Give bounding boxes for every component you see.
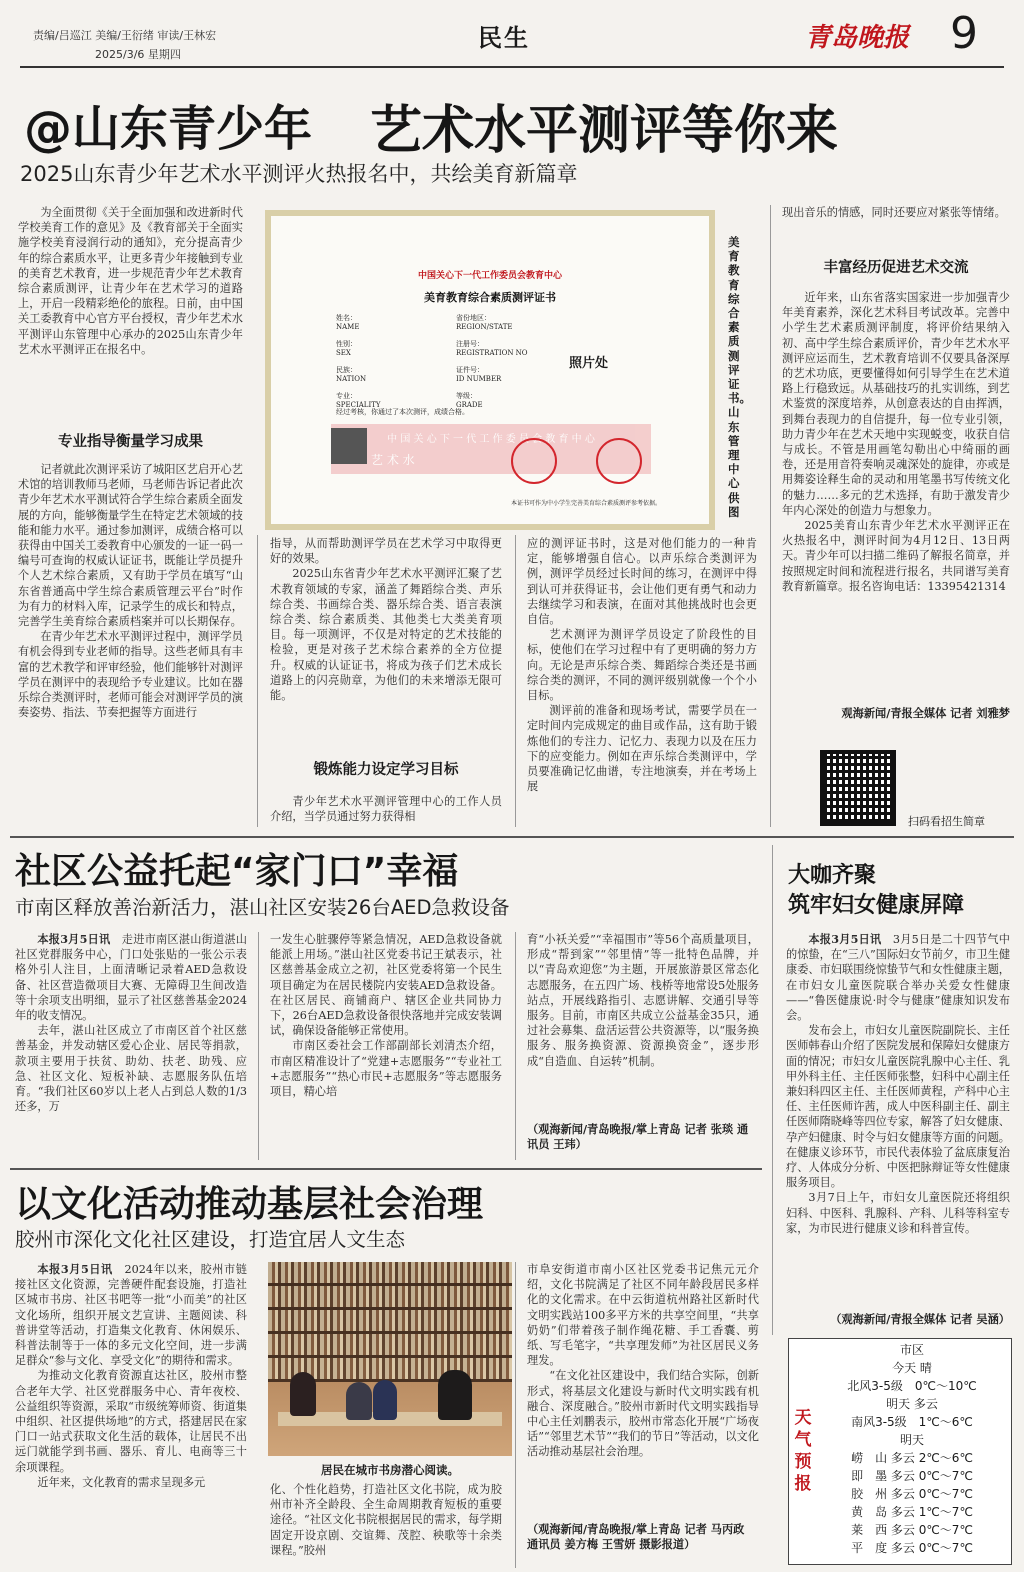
certificate-watermark-band: 中 国 关 心 下 一 代 工 作 委 员 会 教 育 中 心 艺 术 水	[331, 424, 651, 474]
art-column-4-start: 现出音乐的情感，同时还要应对紧张等情绪。	[782, 206, 1006, 219]
culture-subheadline: 胶州市深化文化社区建设，打造宜居人文生态	[15, 1228, 406, 1251]
health-headline-2: 筑牢妇女健康屏障	[788, 893, 965, 918]
weather-row: 南风3-5级 1℃～6℃	[851, 1415, 973, 1429]
culture-byline: （观海新闻/青岛晚报/掌上青岛 记者 马丙政 通讯员 姜方梅 王雪妍 摄影报道）	[527, 1522, 745, 1551]
certificate-fields-left: 姓名： NAME 性别： SEX 民族： NATION 专业： SPECIALITY	[336, 314, 381, 409]
art-subhead-2: 锻炼能力设定学习目标	[313, 762, 459, 778]
culture-column-3: 市阜安街道市南小区社区党委书记焦元元介绍，文化书院满足了社区不同年龄段居民多样化的文化需求。在中云街道杭州路社区新时代文明实践站100多平方米的共享空间里，“共享奶奶”们带着孩子制作绳花糖、手工香囊、剪纸、写毛笔字，“共享理发师”为社区居民义务理发。 “在文化社区建设中，我们结合实际，创新形式，将基层文化建设与新时代文明实践有机融合、深度融合。”胶州市新时代文明实践指导中心主任刘鹏表示，胶州市常态化开展“广场夜话”“邻里艺术节”“我们的节日”等活动，以文化活动推动基层社会治理。	[527, 1263, 759, 1459]
newspaper-logo: 青岛晚报	[805, 23, 910, 53]
weather-tag: 天气预报	[794, 1408, 812, 1494]
art-subheadline: 2025山东青少年艺术水平测评火热报名中，共绘美育新篇章	[20, 162, 578, 186]
art-headline-right: 艺术水平测评等你来	[370, 101, 839, 161]
art-subhead-3: 丰富经历促进艺术交流	[823, 260, 969, 276]
weather-row: 平 度 多云 0℃～7℃	[851, 1541, 973, 1555]
qr-caption: 扫码看招生简章	[908, 815, 985, 828]
weather-row: 莱 西 多云 0℃～7℃	[851, 1523, 973, 1537]
certificate-statement: 经过考核，你通过了本次测评，成绩合格。	[336, 408, 469, 416]
certificate-org: 中国关心下一代工作委员会教育中心	[417, 271, 562, 281]
signup-qr-code[interactable]	[820, 750, 896, 826]
certificate-photo	[265, 210, 715, 530]
art-column-2-end: 青少年艺术水平测评管理中心的工作人员介绍，当学员通过努力获得相	[270, 795, 502, 824]
culture-column-2: 化、个性化趋势，打造社区文化书院，成为胶州市补齐全龄段、全生命周期教育短板的重要途径。“社区文化书院根据居民的需求，每学期固定开设京剧、交谊舞、茂腔、秧歌等十余类课程。”胶州	[270, 1483, 502, 1557]
certificate-seal-icon	[511, 438, 557, 484]
culture-column-1: 本报3月5日讯 2024年以来，胶州市链接社区文化资源，完善硬件配套设施，打造社区城市书房、社区书吧等一批“小而美”的社区文化场所，组织开展文艺宣讲、主题阅读、科普讲堂等活动，打造集文化教育、休闲娱乐、科普法制等于一体的多元文化空间，进一步满足群众“参与文化、享受文化”的期待和需求。 为推动文化教育资源直达社区，胶州市整合老年大学、社区党群服务中心、青年夜校、公益组织等资源，采取“市级统筹师资、街道集中组织、社区提供场地”的方式，搭建居民在家门口一站式获取文化生活的载体，让居民不出远门就能学到书画、器乐、育儿、电商等三十余项课程。 近年来，文化教育的需求呈现多元	[15, 1262, 247, 1489]
weather-forecast-box	[788, 1338, 1012, 1565]
editor-credits: 责编/吕巡江 美编/王衍绪 审读/王林宏	[33, 29, 217, 42]
weather-row: 崂 山 多云 2℃～6℃	[851, 1451, 973, 1465]
health-byline: （观海新闻/青报全媒体 记者 吴涵）	[830, 1312, 1010, 1326]
certificate-fields-right: 省份地区： REGION/STATE 注册号： REGISTRATION NO 证件号： ID NUMBER 等级： GRADE	[456, 314, 528, 409]
certificate-qr-icon	[331, 428, 367, 464]
certificate-seal-icon-2	[596, 438, 642, 484]
certificate-photo-slot: 照片处	[569, 356, 609, 371]
library-reading-photo	[268, 1262, 512, 1456]
art-byline: 观海新闻/青报全媒体 记者 刘雅梦	[841, 706, 1010, 720]
weather-row: 今天 晴	[892, 1361, 932, 1375]
weather-rows	[817, 1341, 1007, 1557]
weather-row: 明天 多云	[886, 1397, 938, 1411]
certificate-footer: 本证书可作为中小学生完善美育综合素质测评参考依据。	[511, 500, 662, 507]
weather-row: 市区	[899, 1343, 924, 1357]
issue-date: 2025/3/6 星期四	[95, 48, 181, 61]
weather-row: 即 墨 多云 0℃～7℃	[851, 1469, 973, 1483]
art-subhead-1: 专业指导衡量学习成果	[58, 434, 203, 450]
art-headline-left: @山东青少年	[24, 101, 313, 157]
weather-row: 明天	[899, 1433, 924, 1447]
library-photo-caption: 居民在城市书房潜心阅读。	[321, 1463, 459, 1477]
weather-row: 北风3-5级 0℃～10℃	[847, 1379, 977, 1393]
weather-row: 胶 州 多云 0℃～7℃	[851, 1487, 973, 1501]
weather-row: 黄 岛 多云 1℃～7℃	[851, 1505, 973, 1519]
certificate-title: 美育教育综合素质测评证书	[424, 291, 556, 304]
art-column-4: 近年来，山东省落实国家进一步加强青少年美育素养，深化艺术科目考试改革。完善中小学生艺术素质测评制度，将评价结果纳入初、高中学生综合素质评价，青少年艺术水平测评应运而生，艺术教育培训不仅要具备深厚的艺术功底，更要懂得如何引导学生在艺术道路上行稳致远。从基础技巧的扎实训练，到艺术鉴赏的深度培养，从创意表达的自由挥洒，到舞台表现力的自信提升，每一位专业引领，助力青少年在艺术天地中实现蜕变，收获自信与成长。不管是用画笔勾勒出心中绮丽的画卷，还是用音符奏响灵魂深处的旋律，亦或是用舞姿诠释生命的灵动和用笔墨书写传统文化的魅力……多元的艺术选择，有助于激发青少年内心深处的创造力与想象力。 2025美育山东青少年艺术水平测评正在火热报名中，测评时间为4月12日、13日两天。青少年可以扫描二维码了解报名简章，并按照规定时间和流程进行报名，共同谱写美育教育新篇章。报名咨询电话：13395421314	[782, 291, 1010, 593]
community-column-1: 本报3月5日讯 走进市南区湛山街道湛山社区党群服务中心，门口处张贴的一张公示表格外引人注目，上面清晰记录着AED急救设备、社区营造微项目大赛、无障碍卫生间改造等十余项支出明细，显示了社区慈善基金2024年的收支情况。 去年，湛山社区成立了市南区首个社区慈善基金，并发动辖区爱心企业、居民等捐款，款项主要用于扶贫、助幼、扶老、助残、应急、社区文化、短板补缺、志愿服务队伍培育。“我们社区60岁以上老人占到总人数的1/3还多，万	[15, 932, 247, 1114]
community-column-3: 育“小袄关爱”“幸福围市”等56个高质量项目，形成“帮到家”“邻里情”等一批特色品牌，并以“青岛欢迎您”为主题，开展旅游景区常态化志愿服务，在五四广场、栈桥等地常设5处服务站点，开展线路指引、志愿讲解、交通引导等服务。目前，市南区共成立公益基金35只，通过社会募集、盘活运营公共资源等，以“服务换服务、服务换资源、资源换资金”，逐步形成“自造血、自运转”机制。	[527, 933, 759, 1068]
art-intro: 为全面贯彻《关于全面加强和改进新时代学校美育工作的意见》及《教育部关于全面实施学校美育浸润行动的通知》，充分提高青少年的综合素质水平，让更多青少年接触到专业的美育艺术教育，进一步规范青少年艺术教育综合素质测评，让青少年在艺术学习的道路上，开启一段精彩绝伦的旅程。日前，由中国关工委教育中心官方平台授权，青少年艺术水平测评山东管理中心承办的2025山东青少年艺术水平测评正在报名中。	[18, 206, 243, 356]
art-column-3: 应的测评证书时，这是对他们能力的一种肯定，能够增强自信心。以声乐综合类测评为例，测评学员经过长时间的练习，在测评中得到认可并获得证书，会让他们更有勇气和动力去继续学习和表演，在面对其他挑战时也会更自信。 艺术测评为测评学员设定了阶段性的目标，使他们在学习过程中有了更明确的努力方向。无论是声乐综合类、舞蹈综合类还是书画综合类的测评，不同的测评级别就像一个个小目标。 测评前的准备和现场考试，需要学员在一定时间内完成规定的曲目或作品，这有助于锻炼他们的专注力、记忆力、表现力以及在压力下的应变能力。例如在声乐综合类测评中，学员要准确记忆曲谱，专注地演奏，并在考场上展	[527, 537, 757, 794]
health-body: 本报3月5日讯 3月5日是二十四节气中的惊蛰，在“三八”国际妇女节前夕，市卫生健康委、市妇联围绕惊蛰节气和女性健康主题，在市妇女儿童医院联合举办关爱女性健康——“鲁医健康说·时令与健康”健康知识发布会。 发布会上，市妇女儿童医院副院长、主任医师韩春山介绍了医院发展和保障妇女健康方面的情况；市妇女儿童医院乳腺中心主任、乳甲外科主任、主任医师张整，妇科中心副主任兼妇科四区主任、主任医师黄程，产科中心主任、主任医师许茜，成人中医科副主任、副主任医师隋晓峰等四位专家，解答了妇女健康、孕产妇健康、时令与妇女健康等方面的问题。在健康义诊环节，市民代表体验了盆底康复治疗、人体成分分析、中医把脉辩证等女性健康服务项目。 3月7日上午，市妇女儿童医院还将组织妇科、中医科、乳腺科、产科、儿科等科室专家，为市民进行健康义诊和科普宣传。	[786, 932, 1010, 1235]
community-byline: （观海新闻/青岛晚报/掌上青岛 记者 张琰 通讯员 王玮）	[527, 1122, 749, 1151]
community-subheadline: 市南区释放善治新活力，湛山社区安装26台AED急救设备	[15, 896, 510, 919]
page-number: 9	[950, 8, 978, 59]
section-title: 民生	[478, 24, 530, 52]
community-column-2: 一发生心脏骤停等紧急情况，AED急救设备就能派上用场。”湛山社区党委书记王斌表示，社区慈善基金成立之初，社区党委将第一个民生项目确定为在居民楼院内安装AED急救设备。在社区居民、商铺商户、辖区企业共同协力下，26台AED急救设备很快落地并完成安装调试，确保设备能够正常使用。 市南区委社会工作部副部长刘清杰介绍，市南区精准设计了“党建+志愿服务”“专业社工+志愿服务”“热心市民+志愿服务”等志愿服务项目，精心培	[270, 933, 502, 1099]
art-column-2: 指导，从而帮助测评学员在艺术学习中取得更好的效果。 2025山东省青少年艺术水平测评汇聚了艺术教育领域的专家，涵盖了舞蹈综合类、声乐综合类、书画综合类、器乐综合类、语言表演综合类、综合素质类、其他类七大类美育项目。每一项测评，不仅是对特定的艺术技能的检验，更是对孩子艺术综合素养的全方位提升。权威的认证证书，将成为孩子们艺术成长道路上的闪亮勋章，为他们的未来增添无限可能。	[270, 537, 502, 703]
culture-headline: 以文化活动推动基层社会治理	[15, 1184, 484, 1225]
community-headline: 社区公益托起“家门口”幸福	[15, 851, 459, 892]
certificate-photo-caption: 美育教育综合素质测评证书。山东管理中心供图	[728, 235, 751, 519]
art-column-1: 记者就此次测评采访了城阳区艺启开心艺术馆的培训教师马老师，马老师告诉记者此次青少年艺术水平测试符合学生综合素质全面发展的方向，能够衡量学生在特定艺术领域的技能和能力水平。通过参加测评，成绩合格可以获得由中国关工委教育中心颁发的一证一码一编号可查询的权威认证证书，既能让学员提升个人艺术综合素质，又有助于学员在填写“山东省普通高中学生综合素质管理云平台”时作为有力的材料入库，记录学生的成长和特点，完善学生美育综合素质档案并可以长期保存。 在青少年艺术水平测评过程中，测评学员有机会得到专业老师的指导。这些老师具有丰富的艺术教学和评审经验，他们能够针对测评学员在测评中的表现给予专业建议。比如在器乐综合类测评时，老师可能会对测评学员的演奏姿势、指法、节奏把握等方面进行	[18, 463, 243, 720]
health-headline-1: 大咖齐聚	[788, 863, 877, 888]
